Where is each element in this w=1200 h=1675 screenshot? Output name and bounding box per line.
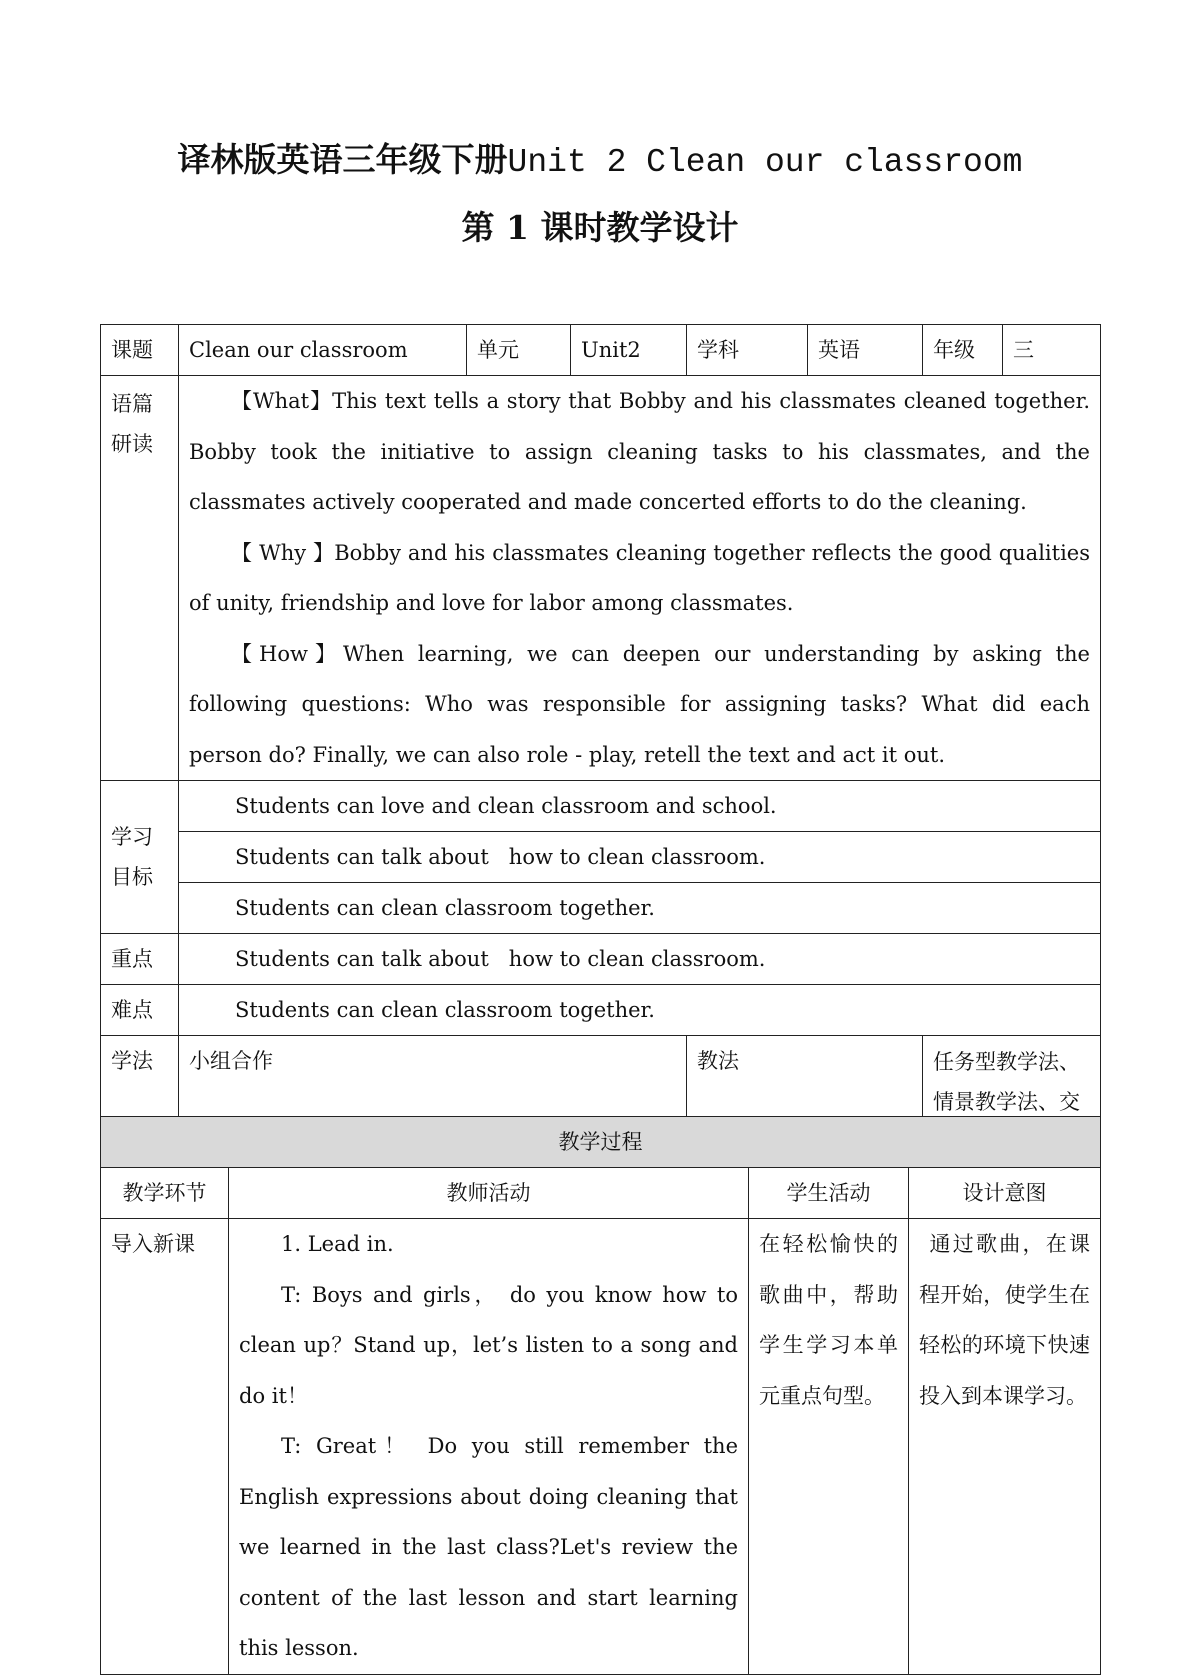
- column-intent: 设计意图: [909, 1168, 1101, 1219]
- lesson-info-table: [100, 324, 1101, 1163]
- topic-row: [101, 325, 1101, 376]
- process-columns-row: [101, 1168, 1101, 1219]
- learning-method-value: 小组合作: [179, 1036, 687, 1163]
- document-subtitle: 第 1 课时教学设计: [461, 208, 739, 247]
- teaching-process-table: [100, 1116, 1101, 1675]
- column-student: 学生活动: [749, 1168, 909, 1219]
- topic-value: Clean our classroom: [179, 325, 467, 376]
- key-point-label: 重点: [101, 934, 179, 985]
- subject-label: 学科: [687, 325, 808, 376]
- design-intent-cell: 通过歌曲，在课程开始，使学生在轻松的环境下快速投入到本课学习。: [909, 1219, 1101, 1675]
- objectives-label: [101, 781, 179, 934]
- difficulty-value: Students can clean classroom together.: [179, 985, 1101, 1036]
- teacher-step: T: Great！ Do you still remember the English expressions about doing cleaning that we learned in the last class?Let's review the content of the last lesson and start learning this lesson.: [239, 1434, 738, 1660]
- reading-content: [179, 376, 1101, 781]
- unit-label: 单元: [467, 325, 571, 376]
- teaching-method-value: 任务型教学法、情景教学法、交: [923, 1036, 1101, 1163]
- objectives-label-line2: 目标: [111, 865, 153, 889]
- teacher-step: T: Boys and girls， do you know how to clean up？Stand up，let’s listen to a song and do it！: [239, 1282, 738, 1408]
- student-activity-cell: 在轻松愉快的歌曲中，帮助学生学习本单元重点句型。: [749, 1219, 909, 1675]
- reading-label-line2: 研读: [111, 432, 153, 456]
- process-header-row: [101, 1117, 1101, 1168]
- unit-value: Unit2: [571, 325, 687, 376]
- grade-value: 三: [1003, 325, 1101, 376]
- document-title: [0, 134, 1200, 181]
- teaching-method-label: 教法: [687, 1036, 923, 1163]
- difficulty-label: 难点: [101, 985, 179, 1036]
- reading-how: 【How】When learning, we can deepen our understanding by asking the following questions: Who was responsible for assigning tasks? What did each person do? Finally, we can also role - play, retell the text and act it out.: [189, 641, 1090, 767]
- objective-row-1: [101, 781, 1101, 832]
- objective-row-2: [101, 832, 1101, 883]
- teacher-activity-cell: [229, 1219, 749, 1675]
- key-point-value: Students can talk about how to clean classroom.: [179, 934, 1101, 985]
- reading-label: [101, 376, 179, 781]
- stage-cell: 导入新课: [101, 1219, 229, 1675]
- reading-why: 【 Why 】Bobby and his classmates cleaning together reflects the good qualities of unity, friendship and love for labor among classmates.: [189, 540, 1090, 615]
- topic-label: 课题: [101, 325, 179, 376]
- reading-label-line1: 语篇: [111, 392, 153, 416]
- difficulty-row: [101, 985, 1101, 1036]
- process-header: 教学过程: [101, 1117, 1101, 1168]
- reading-row: [101, 376, 1101, 781]
- column-teacher: 教师活动: [229, 1168, 749, 1219]
- column-stage: 教学环节: [101, 1168, 229, 1219]
- process-row-lead-in: [101, 1219, 1101, 1675]
- grade-label: 年级: [923, 325, 1003, 376]
- document-title-cn: 译林版英语三年级下册: [177, 140, 508, 179]
- key-point-row: [101, 934, 1101, 985]
- learning-method-label: 学法: [101, 1036, 179, 1163]
- reading-what: 【What】This text tells a story that Bobby and his classmates cleaned together. Bobby took the initiative to assign cleaning tasks to his classmates, and the classmates actively cooperated and made concerted efforts to do the cleaning.: [189, 389, 1090, 514]
- document-title-en: Unit 2 Clean our classroom: [507, 144, 1023, 181]
- objectives-label-line1: 学习: [111, 825, 153, 849]
- objective-item: Students can love and clean classroom and school.: [179, 781, 1101, 832]
- subject-value: 英语: [808, 325, 923, 376]
- objective-item: Students can talk about how to clean classroom.: [179, 832, 1101, 883]
- objective-row-3: [101, 883, 1101, 934]
- teacher-step: 1. Lead in.: [281, 1232, 394, 1256]
- objective-item: Students can clean classroom together.: [179, 883, 1101, 934]
